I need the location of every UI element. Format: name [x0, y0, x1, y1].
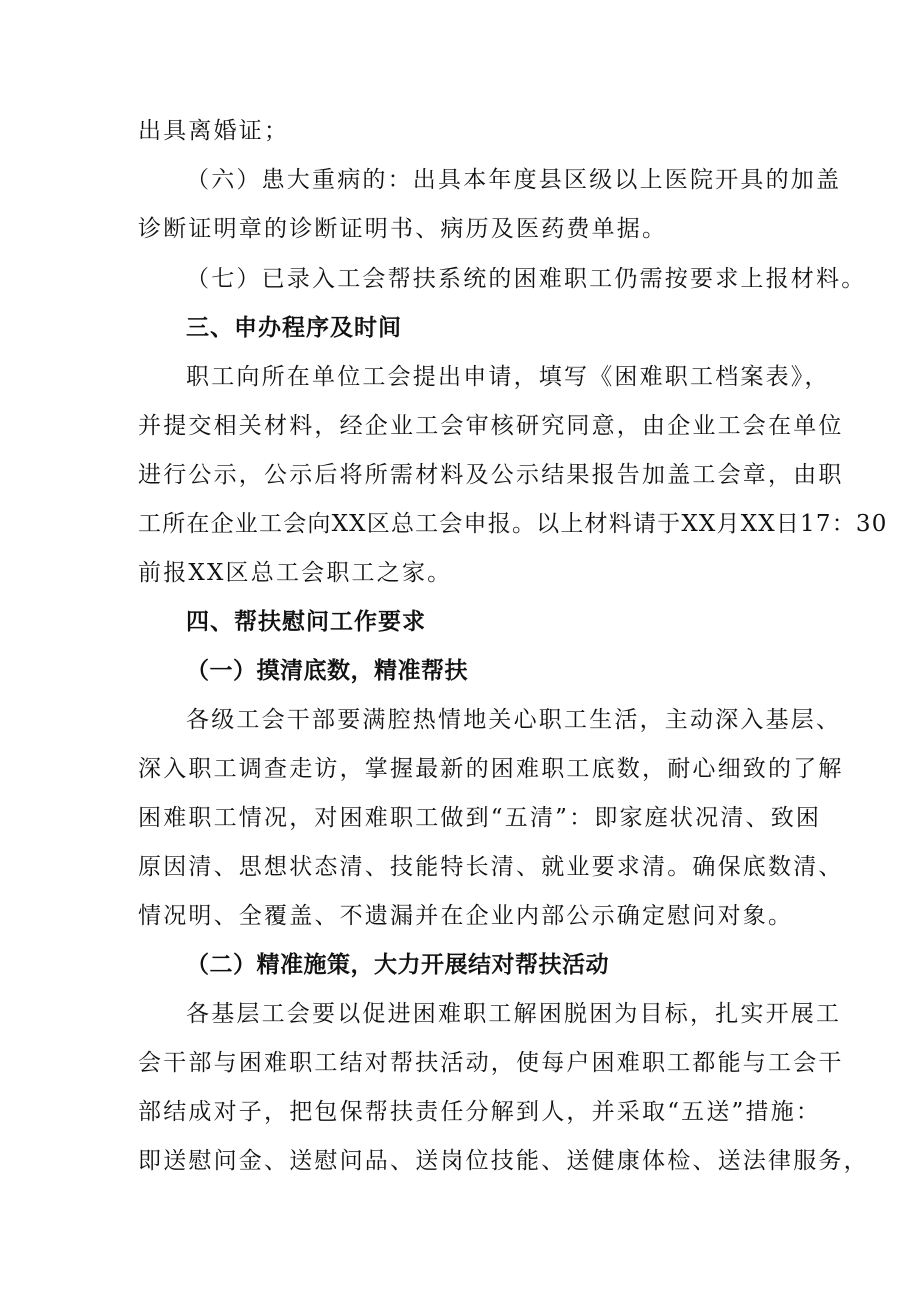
paragraph-line: 深入职工调查走访，掌握最新的困难职工底数，耐心细致的了解	[138, 756, 844, 782]
paragraph-line: 前报XX区总工会职工之家。	[138, 560, 453, 586]
paragraph-line: 部结成对子，把包保帮扶责任分解到人，并采取“五送”措施：	[138, 1099, 822, 1125]
paragraph-line: 并提交相关材料，经企业工会审核研究同意，由企业工会在单位	[138, 413, 844, 439]
paragraph-line: 即送慰问金、送慰问品、送岗位技能、送健康体检、送法律服务，	[138, 1148, 869, 1174]
paragraph-line: 进行公示，公示后将所需材料及公示结果报告加盖工会章，由职	[138, 462, 844, 488]
list-item-7: （七）已录入工会帮扶系统的困难职工仍需按要求上报材料。	[186, 266, 867, 292]
paragraph-line: 情况明、全覆盖、不遗漏并在企业内部公示确定慰问对象。	[138, 903, 794, 929]
list-item-6-line-2: 诊断证明章的诊断证明书、病历及医药费单据。	[138, 216, 668, 242]
paragraph-line: 困难职工情况，对困难职工做到“五清”：即家庭状况清、致困	[138, 805, 822, 831]
paragraph-line: 原因清、思想状态清、技能特长清、就业要求清。确保底数清、	[138, 854, 844, 880]
paragraph-line: 各级工会干部要满腔热情地关心职工生活，主动深入基层、	[186, 707, 842, 733]
subsection-heading-1: （一）摸清底数，精准帮扶	[186, 658, 468, 684]
paragraph-line: 会干部与困难职工结对帮扶活动，使每户困难职工都能与工会干	[138, 1050, 844, 1076]
paragraph-line: 工所在企业工会向XX区总工会申报。以上材料请于XX月XX日17：30	[138, 511, 888, 537]
subsection-heading-2: （二）精准施策，大力开展结对帮扶活动	[186, 952, 609, 978]
section-heading-3: 三、申办程序及时间	[186, 315, 402, 341]
paragraph-line: 各基层工会要以促进困难职工解困脱困为目标，扎实开展工	[186, 1001, 842, 1027]
list-item-6-line-1: （六）患大重病的：出具本年度县区级以上医院开具的加盖	[186, 167, 842, 193]
paragraph-line: 出具离婚证；	[138, 118, 290, 144]
section-heading-4: 四、帮扶慰问工作要求	[186, 609, 426, 635]
paragraph-line: 职工向所在单位工会提出申请，填写《困难职工档案表》，	[186, 364, 830, 390]
